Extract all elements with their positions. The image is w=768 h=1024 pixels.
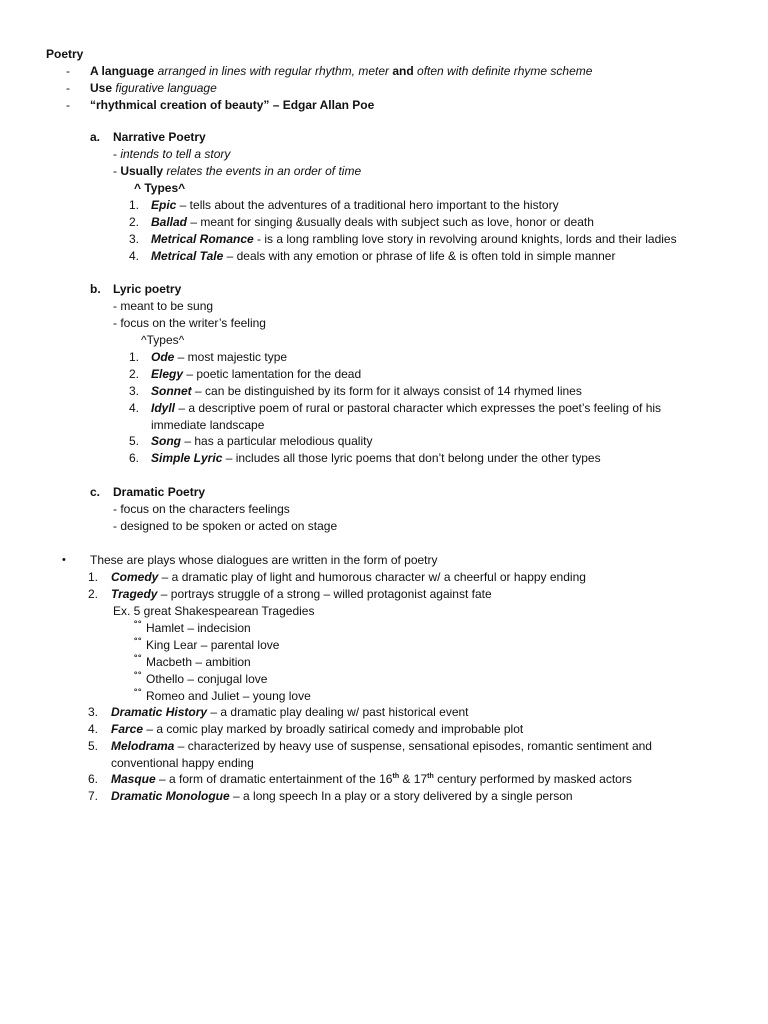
play-type-desc: – characterized by heavy use of suspense, sensational episodes, romantic sentiment and [174,739,652,753]
tragedy-item: Romeo and Juliet – young love [146,689,311,703]
play-type-desc: – a long speech In a play or a story delivered by a single person [229,789,573,803]
intro-text: figurative language [115,81,217,95]
section-letter-c: c. [90,485,101,499]
section-letter-b: b. [90,282,101,296]
narrative-type-desc: – deals with any emotion or phrase of life & is often told in simple manner [223,249,616,263]
narrative-heading: Narrative Poetry [113,130,206,144]
narrative-type-item [151,231,677,247]
lyric-note: - focus on the writer’s feeling [113,316,266,330]
narrative-type-term: Metrical Tale [151,249,224,263]
narrative-type-term: Ballad [151,215,188,229]
lyric-note: - meant to be sung [113,299,214,313]
play-type-desc: & 17 [399,772,428,786]
play-type-number: 5. [88,739,99,753]
lyric-type-desc: – can be distinguished by its form for it always consist of 14 rhymed lines [191,384,582,398]
play-type-item [111,738,652,754]
section-letter-a: a. [90,130,101,144]
lyric-types-label: ^Types^ [141,333,185,347]
play-type-desc: – portrays struggle of a strong – willed protagonist against fate [157,587,492,601]
play-type-term: Comedy [111,570,159,584]
play-type-term: Tragedy [111,587,158,601]
dramatic-heading: Dramatic Poetry [113,485,206,499]
lyric-type-term: Ode [151,350,175,364]
play-type-desc: – a form of dramatic entertainment of the 16 [155,772,393,786]
lyric-type-desc: – most majestic type [174,350,288,364]
lyric-type-term: Simple Lyric [151,451,223,465]
lyric-type-desc: – includes all those lyric poems that don’t belong under the other types [222,451,601,465]
play-type-number: 2. [88,587,99,601]
tragedy-marker: ˚˚ [134,687,142,701]
tragedy-item: King Lear – parental love [146,638,280,652]
narrative-note [113,163,361,179]
lyric-type-item [151,433,372,449]
play-type-number: 1. [88,570,99,584]
page-title: Poetry [46,47,84,61]
play-type-item [111,586,492,602]
narrative-type-term: Metrical Romance [151,232,254,246]
play-type-item-continuation: conventional happy ending [111,756,254,770]
play-type-item [111,721,523,737]
intro-text: Use [90,81,116,95]
lyric-type-item [151,366,361,382]
narrative-type-item [151,197,559,213]
intro-text: and [392,64,418,78]
lyric-type-item [151,383,582,399]
narrative-type-number: 3. [129,232,140,246]
play-type-desc: – a dramatic play dealing w/ past historical event [207,705,469,719]
play-type-term: Dramatic History [111,705,208,719]
play-type-term: Farce [111,722,144,736]
play-type-item [111,788,573,804]
play-type-term: Melodrama [111,739,175,753]
intro-text: arranged in lines with regular rhythm, meter [157,64,393,78]
note-text: - [113,147,121,161]
lyric-heading: Lyric poetry [113,282,182,296]
intro-text: often with definite rhyme scheme [417,64,593,78]
superscript: th [427,773,434,780]
play-type-desc: – a dramatic play of light and humorous character w/ a cheerful or happy ending [158,570,586,584]
play-type-number: 4. [88,722,99,736]
lyric-type-item [151,450,601,466]
example-label: Ex. 5 great Shakespearean Tragedies [113,604,315,618]
lyric-type-number: 3. [129,384,140,398]
lyric-type-desc: – a descriptive poem of rural or pastoral character which expresses the poet’s feeling of his [175,401,662,415]
lyric-type-number: 2. [129,367,140,381]
play-type-desc: century performed by masked actors [433,772,632,786]
narrative-type-item [151,214,594,230]
narrative-note [113,146,230,162]
play-type-item [111,771,632,787]
play-type-desc: – a comic play marked by broadly satirical comedy and improbable plot [143,722,524,736]
lyric-type-number: 4. [129,401,140,415]
dash-marker: - [66,81,70,95]
note-text: relates the events in an order of time [166,164,362,178]
play-type-term: Masque [111,772,156,786]
tragedy-item: Othello – conjugal love [146,672,268,686]
tragedy-item: Macbeth – ambition [146,655,251,669]
narrative-type-desc: – meant for singing &usually deals with subject such as love, honor or death [187,215,594,229]
play-type-item [111,569,586,585]
lyric-type-item-continuation: immediate landscape [151,418,265,432]
lyric-type-number: 5. [129,434,140,448]
narrative-type-number: 2. [129,215,140,229]
intro-item [90,97,374,113]
narrative-type-desc: - is a long rambling love story in revolving around knights, lords and their ladies [253,232,677,246]
narrative-type-item [151,248,615,264]
intro-item [90,80,217,96]
superscript: th [392,773,400,780]
note-text: - [113,164,121,178]
dash-marker: - [66,64,70,78]
lyric-type-term: Song [151,434,181,448]
tragedy-marker: ˚˚ [134,619,142,633]
tragedy-marker: ˚˚ [134,670,142,684]
narrative-type-term: Epic [151,198,177,212]
intro-item [90,63,592,79]
lyric-type-desc: – has a particular melodious quality [181,434,373,448]
lyric-type-number: 1. [129,350,140,364]
play-type-number: 3. [88,705,99,719]
intro-text: “rhythmical creation of beauty” – Edgar Allan Poe [90,98,375,112]
plays-intro: These are plays whose dialogues are written in the form of poetry [90,553,438,567]
note-text: Usually [120,164,167,178]
lyric-type-item [151,400,661,416]
play-type-number: 7. [88,789,99,803]
narrative-type-desc: – tells about the adventures of a traditional hero important to the history [176,198,559,212]
lyric-type-item [151,349,287,365]
play-type-number: 6. [88,772,99,786]
lyric-type-desc: – poetic lamentation for the dead [183,367,362,381]
intro-text: A language [90,64,158,78]
note-text: intends to tell a story [120,147,231,161]
lyric-type-term: Idyll [151,401,176,415]
narrative-type-number: 1. [129,198,140,212]
narrative-type-number: 4. [129,249,140,263]
tragedy-item: Hamlet – indecision [146,621,251,635]
dash-marker: - [66,98,70,112]
lyric-type-term: Elegy [151,367,184,381]
tragedy-marker: ˚˚ [134,653,142,667]
play-type-item [111,704,469,720]
play-type-term: Dramatic Monologue [111,789,230,803]
dramatic-note: - designed to be spoken or acted on stage [113,519,338,533]
dramatic-note: - focus on the characters feelings [113,502,290,516]
narrative-types-label: ^ Types^ [134,181,186,195]
tragedy-marker: ˚˚ [134,636,142,650]
bullet-icon: • [62,554,66,566]
lyric-type-term: Sonnet [151,384,192,398]
lyric-type-number: 6. [129,451,140,465]
